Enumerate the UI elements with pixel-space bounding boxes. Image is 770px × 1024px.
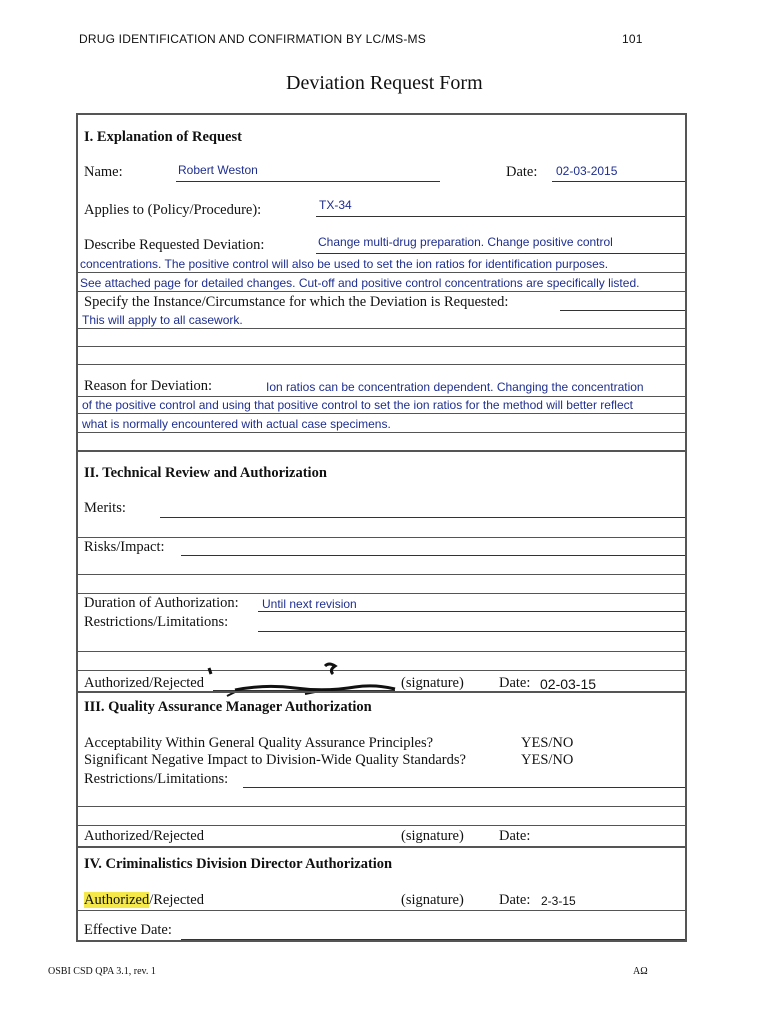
reason-line-2[interactable]: of the positive control and using that positive control to set the ion ratios for the method will better reflect (82, 398, 633, 412)
qa-answer-2[interactable]: YES/NO (521, 752, 574, 768)
qa-restrictions-rule-1 (76, 806, 687, 807)
qa-signature-label: (signature) (401, 828, 464, 844)
signature-label: (signature) (401, 675, 464, 691)
restrictions-rule (76, 651, 687, 652)
risks-field-line (181, 555, 685, 556)
form-title: Deviation Request Form (286, 72, 483, 94)
specify-rule-2 (76, 346, 687, 347)
page-number: 101 (622, 32, 643, 46)
effective-date-label: Effective Date: (84, 922, 172, 938)
duration-field-line (258, 611, 685, 612)
risks-rule-2 (76, 593, 687, 594)
section3-heading: III. Quality Assurance Manager Authorization (84, 699, 372, 715)
director-date-field[interactable]: 2-3-15 (541, 894, 576, 908)
reason-line-3[interactable]: what is normally encountered with actual case specimens. (82, 417, 391, 431)
qa-restrictions-label: Restrictions/Limitations: (84, 771, 229, 787)
describe-line-1-rule (316, 253, 685, 254)
director-rule (76, 910, 687, 911)
risks-label: Risks/Impact: (84, 539, 165, 555)
restrictions-field-line (258, 631, 685, 632)
effective-date-line (181, 939, 685, 940)
name-field[interactable]: Robert Weston (178, 163, 258, 177)
section1-heading: I. Explanation of Request (84, 129, 242, 145)
qa-question-2: Significant Negative Impact to Division-Wide Quality Standards? (84, 752, 466, 768)
section1-bottom-border (76, 450, 687, 452)
duration-field[interactable]: Until next revision (262, 597, 357, 611)
describe-line-2-rule (76, 272, 687, 273)
applies-field-line (316, 216, 685, 217)
director-signature-label: (signature) (401, 892, 464, 908)
applies-field[interactable]: TX-34 (319, 198, 352, 212)
risks-rule-1 (76, 574, 687, 575)
describe-line-3-rule (76, 291, 687, 292)
qa-question-1: Acceptability Within General Quality Assurance Principles? (84, 735, 434, 751)
specify-field[interactable]: This will apply to all casework. (82, 313, 243, 327)
specify-rule-1 (76, 328, 687, 329)
director-authorized-rejected (84, 892, 204, 909)
merits-field-line (160, 517, 685, 518)
footer-revision: OSBI CSD QPA 3.1, rev. 1 (48, 966, 156, 977)
section2-date-field[interactable]: 02-03-15 (540, 676, 597, 692)
specify-label-rule (560, 310, 685, 311)
describe-line-3[interactable]: See attached page for detailed changes. Cut-off and positive control concentrations are specifically listed. (80, 276, 640, 290)
qa-authorized-rejected-label: Authorized/Rejected (84, 828, 204, 844)
restrictions-label: Restrictions/Limitations: (84, 614, 229, 630)
reason-line-1-rule (76, 396, 687, 397)
merits-label: Merits: (84, 500, 126, 516)
qa-restrictions-rule-2 (76, 825, 687, 826)
name-field-line (176, 181, 440, 182)
reason-line-1[interactable]: Ion ratios can be concentration dependent. Changing the concentration (266, 380, 644, 394)
reason-line-3-rule (76, 432, 687, 433)
section2-bottom-border (76, 691, 687, 693)
specify-label: Specify the Instance/Circumstance for which the Deviation is Requested: (84, 294, 509, 310)
section2-heading: II. Technical Review and Authorization (84, 465, 327, 481)
qa-answer-1[interactable]: YES/NO (521, 735, 574, 751)
specify-rule-3 (76, 364, 687, 365)
reason-label: Reason for Deviation: (84, 378, 213, 394)
date-field-line (552, 181, 685, 182)
describe-label: Describe Requested Deviation: (84, 237, 265, 253)
document-header-title: DRUG IDENTIFICATION AND CONFIRMATION BY LC/MS-MS (79, 32, 426, 46)
section3-bottom-border (76, 846, 687, 848)
date-field[interactable]: 02-03-2015 (556, 164, 618, 178)
footer-initials: AΩ (633, 966, 648, 977)
reason-line-2-rule (76, 413, 687, 414)
merits-rule (76, 537, 687, 538)
date-label: Date: (506, 164, 538, 180)
authorized-rejected-label: Authorized/Rejected (84, 675, 204, 691)
section4-heading: IV. Criminalistics Division Director Authorization (84, 856, 393, 872)
duration-label: Duration of Authorization: (84, 595, 239, 611)
applies-label: Applies to (Policy/Procedure): (84, 202, 262, 218)
director-date-label: Date: (499, 892, 531, 908)
rejected-word: /Rejected (149, 892, 204, 908)
qa-date-label: Date: (499, 828, 531, 844)
describe-line-1[interactable]: Change multi-drug preparation. Change positive control (318, 235, 613, 249)
section2-date-label: Date: (499, 675, 531, 691)
signature-scribble (205, 660, 405, 700)
qa-restrictions-line (243, 787, 685, 788)
authorized-highlight[interactable]: Authorized (84, 892, 150, 908)
describe-line-2[interactable]: concentrations. The positive control will also be used to set the ion ratios for identification purposes. (80, 257, 609, 271)
name-label: Name: (84, 164, 123, 180)
